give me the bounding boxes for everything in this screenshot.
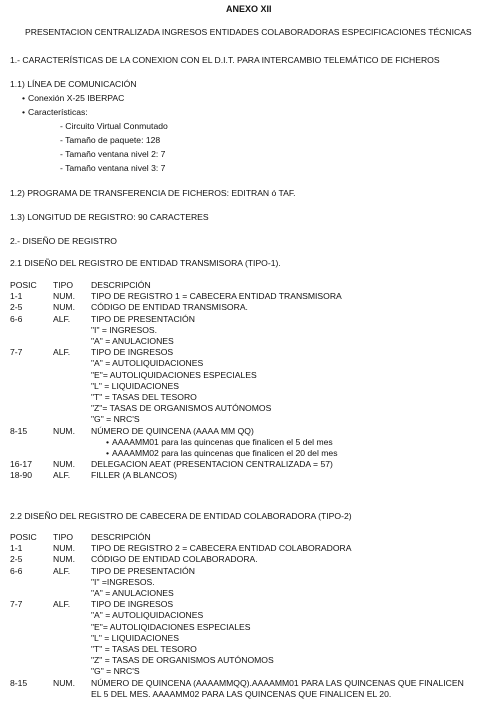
cell-descripcion: NÚMERO DE QUINCENA (AAAAMMQQ).AAAAMM01 PARA LAS QUINCENAS QUE FINALICEN: [91, 677, 464, 688]
col-header-descripcion: DESCRIPCIÓN: [91, 280, 151, 290]
cell-descripcion: "T" = TASAS DEL TESORO: [91, 644, 197, 654]
cell-tipo: NUM.: [53, 425, 75, 436]
cell-descripcion: CÓDIGO DE ENTIDAD TRANSMISORA.: [91, 302, 248, 313]
col-header-descripcion: DESCRIPCIÓN: [91, 532, 151, 542]
cell-descripcion: "I" =INGRESOS.: [91, 576, 155, 587]
cell-tipo: ALF.: [53, 313, 71, 324]
cell-posic: 8-15: [10, 425, 28, 436]
section-1-2: 1.2) PROGRAMA DE TRANSFERENCIA DE FICHEROS: EDITRAN ó TAF.: [10, 188, 296, 198]
cell-descripcion: "E"= AUTOLIQIDACIONES ESPECIALES: [91, 621, 251, 632]
annex-title: ANEXO XII: [226, 4, 272, 14]
cell-descripcion: DELEGACION AEAT (PRESENTACION CENTRALIZADA = 57): [91, 459, 333, 470]
car-item: - Circuito Virtual Conmutado: [60, 121, 168, 131]
cell-descripcion: "T" = TASAS DEL TESORO: [91, 392, 197, 402]
section-1-heading: 1.- CARACTERÍSTICAS DE LA CONEXION CON EL D.I.T. PARA INTERCAMBIO TELEMÁTICO DE FICHEROS: [10, 55, 440, 65]
cell-posic: 7-7: [10, 599, 23, 610]
cell-tipo: NUM.: [53, 677, 75, 688]
cell-tipo: ALF.: [53, 347, 71, 358]
cell-posic: 6-6: [10, 313, 23, 324]
cell-descripcion: "G" = NRC'S: [91, 414, 140, 425]
section-1-3: 1.3) LONGITUD DE REGISTRO: 90 CARACTERES: [10, 212, 209, 222]
cell-descripcion: "G" = NRC'S: [91, 666, 140, 677]
car-item: - Tamaño ventana nivel 3: 7: [60, 163, 166, 173]
cell-posic: 7-7: [10, 347, 23, 358]
cell-posic: 8-15: [10, 677, 28, 688]
cell-descripcion: TIPO DE PRESENTACIÓN: [91, 565, 195, 576]
cell-posic: 6-6: [10, 565, 23, 576]
quincena-bullet: [106, 448, 338, 459]
document-title: PRESENTACION CENTRALIZADA INGRESOS ENTIDADES COLABORADORAS ESPECIFICACIONES TÉCNICAS: [25, 27, 472, 37]
cell-tipo: NUM.: [53, 543, 75, 554]
cell-descripcion: "Z" = TASAS DE ORGANISMOS AUTÓNOMOS: [91, 655, 274, 666]
caracteristicas-item: [22, 107, 88, 118]
cell-tipo: ALF.: [53, 470, 71, 481]
quincena-bullet-text: AAAAMM02 para las quincenas que finalicen el 20 del mes: [112, 448, 338, 458]
cell-descripcion: TIPO DE REGISTRO 2 = CABECERA ENTIDAD COLABORADORA: [91, 543, 352, 554]
quincena-bullet-text: AAAAMM01 para las quincenas que finalicen el 5 del mes: [112, 436, 333, 447]
cell-descripcion: TIPO DE INGRESOS: [91, 599, 174, 610]
cell-descripcion: "A" = ANULACIONES: [91, 336, 174, 346]
car-item: - Tamaño de paquete: 128: [60, 135, 161, 145]
col-header-tipo: TIPO: [53, 532, 74, 542]
cell-posic: 2-5: [10, 554, 23, 565]
car-item: - Tamaño ventana nivel 2: 7: [60, 149, 166, 159]
cell-descripcion: "I" = INGRESOS.: [91, 324, 158, 335]
cell-posic: 18-90: [10, 470, 32, 481]
cell-descripcion: "A" = AUTOLIQUIDACIONES: [91, 610, 204, 621]
cell-descripcion: CÓDIGO DE ENTIDAD COLABORADORA.: [91, 554, 258, 565]
section-2-heading: 2.- DISEÑO DE REGISTRO: [10, 236, 117, 246]
cell-posic: 16-17: [10, 459, 32, 470]
cell-posic: 1-1: [10, 291, 23, 302]
section-1-1-heading: 1.1) LÍNEA DE COMUNICACIÓN: [10, 79, 137, 89]
cell-tipo: NUM.: [53, 291, 75, 302]
table-1-heading: 2.1 DISEÑO DEL REGISTRO DE ENTIDAD TRANSMISORA (TIPO-1).: [10, 258, 281, 268]
cell-descripcion: "A" = AUTOLIQUIDACIONES: [91, 358, 204, 369]
cell-descripcion: "Z"= TASAS DE ORGANISMOS AUTÓNOMOS: [91, 403, 272, 414]
cell-descripcion: NÚMERO DE QUINCENA (AAAA MM QQ): [91, 425, 254, 436]
cell-descripcion: TIPO DE INGRESOS: [91, 347, 174, 358]
cell-descripcion: TIPO DE REGISTRO 1 = CABECERA ENTIDAD TRANSMISORA: [91, 291, 342, 302]
col-header-posic: POSIC: [10, 280, 37, 290]
col-header-tipo: TIPO: [53, 280, 74, 290]
cell-tipo: NUM.: [53, 554, 75, 565]
cell-descripcion: "A" = ANULACIONES: [91, 588, 174, 598]
cell-descripcion: "L" = LIQUIDACIONES: [91, 632, 180, 643]
cell-tipo: ALF.: [53, 565, 71, 576]
cell-tipo: NUM.: [53, 459, 75, 470]
cell-tipo: NUM.: [53, 302, 75, 313]
cell-posic: 2-5: [10, 302, 23, 313]
cell-descripcion: FILLER (A BLANCOS): [91, 470, 177, 481]
cell-descripcion: "L" = LIQUIDACIONES: [91, 380, 180, 391]
caracteristicas-text: Características:: [28, 107, 88, 117]
cell-posic: 1-1: [10, 543, 23, 554]
cell-tipo: ALF.: [53, 599, 71, 610]
cell-descripcion: EL 5 DEL MES. AAAAMM02 PARA LAS QUINCENAS QUE FINALICEN EL 20.: [91, 688, 392, 699]
quincena-bullet: [106, 437, 333, 448]
conexion-item: [22, 93, 124, 104]
col-header-posic: POSIC: [10, 532, 37, 542]
cell-descripcion: "E"= AUTOLIQUIDACIONES ESPECIALES: [91, 369, 257, 380]
conexion-text: Conexión X-25 IBERPAC: [28, 93, 125, 103]
cell-descripcion: TIPO DE PRESENTACIÓN: [91, 313, 195, 324]
table-2-heading: 2.2 DISEÑO DEL REGISTRO DE CABECERA DE ENTIDAD COLABORADORA (TIPO-2): [10, 511, 352, 521]
